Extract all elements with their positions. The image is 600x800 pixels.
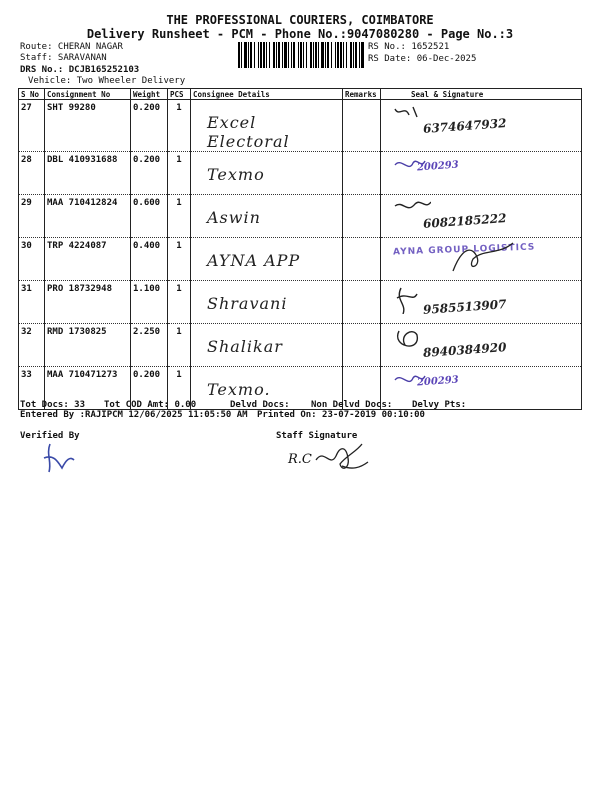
row-seal-signature [381, 195, 582, 238]
row-consignee-cell [191, 324, 343, 367]
row-weight: 0.600 [131, 195, 168, 238]
rs-number: RS No.: 1652521 [368, 42, 450, 52]
verified-by-label: Verified By [20, 431, 80, 441]
row-consignment-no: MAA 710412824 [45, 195, 131, 238]
staff-signature [282, 438, 382, 478]
row-consignee-handwritten: Excel Electoral [207, 113, 290, 151]
table-row [19, 281, 582, 324]
tot-docs: Tot Docs: 33 [20, 400, 86, 410]
entered-by: Entered By :RAJIPCM 12/06/2025 11:05:50 AM [20, 410, 248, 420]
col-seal-signature: Seal & Signature [381, 89, 582, 100]
table-row [19, 324, 582, 367]
row-consignee-handwritten: Shalikar [207, 337, 283, 356]
row-seal-signature [381, 281, 582, 324]
staff-signature-scribble [312, 438, 372, 478]
rs-date: RS Date: 06-Dec-2025 [368, 54, 477, 64]
row-consignee-handwritten: Aswin [207, 208, 261, 227]
printed-on: Printed On: 23-07-2019 00:10:00 [257, 410, 425, 420]
runsheet-subtitle: Delivery Runsheet - PCM - Phone No.:9047080280 - Page No.:3 [86, 27, 514, 41]
table-row [19, 238, 582, 281]
row-remarks [343, 152, 381, 195]
table-row [19, 367, 582, 410]
row-pcs: 1 [168, 100, 191, 152]
table-row [19, 152, 582, 195]
col-remarks: Remarks [343, 89, 381, 100]
runsheet-company-title: THE PROFESSIONAL COURIERS, COIMBATORE [166, 13, 434, 27]
row-seal-signature [381, 324, 582, 367]
row-consignee-cell [191, 195, 343, 238]
row-seal-signature [381, 100, 582, 152]
row-pcs: 1 [168, 152, 191, 195]
signature-phone-text: 6374647932 [422, 116, 507, 136]
col-weight: Weight [131, 89, 168, 100]
verified-signature [40, 440, 80, 476]
row-remarks [343, 238, 381, 281]
row-sno: 28 [19, 152, 45, 195]
stamp-signature-scribble [443, 241, 523, 277]
row-pcs: 1 [168, 281, 191, 324]
row-pcs: 1 [168, 195, 191, 238]
row-consignee-cell [191, 100, 343, 152]
row-remarks [343, 100, 381, 152]
vehicle-label: Vehicle: Two Wheeler Delivery [28, 76, 186, 86]
table-row [19, 195, 582, 238]
staff-label: Staff: SARAVANAN [20, 53, 107, 63]
row-consignment-no: TRP 4224087 [45, 238, 131, 281]
row-weight: 0.400 [131, 238, 168, 281]
row-consignment-no: DBL 410931688 [45, 152, 131, 195]
row-sno: 29 [19, 195, 45, 238]
row-consignment-no: PRO 18732948 [45, 281, 131, 324]
signature-phone-text: 9585513907 [422, 297, 507, 317]
signature-phone-text: 8940384920 [422, 340, 507, 360]
row-consignee-handwritten: AYNA APP [207, 251, 301, 270]
seal-stamp: AYNA GROUP LOGISTICS [392, 242, 536, 258]
row-pcs: 1 [168, 367, 191, 410]
col-pcs: PCS [168, 89, 191, 100]
signature-phone-text: 200293 [416, 159, 460, 174]
staff-signature-text: R.C [288, 452, 312, 467]
row-pcs: 1 [168, 238, 191, 281]
row-weight: 0.200 [131, 367, 168, 410]
row-consignee-cell [191, 281, 343, 324]
delvd-docs: Delvd Docs: [230, 400, 290, 410]
col-consignment: Consignment No [45, 89, 131, 100]
row-pcs: 1 [168, 324, 191, 367]
row-consignee-handwritten: Texmo [207, 165, 265, 184]
col-consignee: Consignee Details [191, 89, 343, 100]
row-sno: 32 [19, 324, 45, 367]
table-row [19, 100, 582, 152]
non-delvd-docs: Non Delvd Docs: [311, 400, 393, 410]
row-weight: 2.250 [131, 324, 168, 367]
row-remarks [343, 195, 381, 238]
col-sno: S No [19, 89, 45, 100]
table-header-row [19, 89, 582, 100]
signature-phone-text: 6082185222 [422, 211, 507, 231]
row-sno: 33 [19, 367, 45, 410]
row-consignment-no: RMD 1730825 [45, 324, 131, 367]
row-sno: 31 [19, 281, 45, 324]
row-remarks [343, 281, 381, 324]
row-sno: 30 [19, 238, 45, 281]
row-consignee-cell [191, 238, 343, 281]
row-seal-signature [381, 238, 582, 281]
barcode-image [238, 42, 364, 68]
runsheet-table [18, 88, 582, 410]
row-consignment-no: SHT 99280 [45, 100, 131, 152]
row-weight: 1.100 [131, 281, 168, 324]
row-consignee-handwritten: Shravani [207, 294, 288, 313]
drs-number: DRS No.: DCJB165252103 [20, 65, 140, 75]
staff-signature-label: Staff Signature [276, 431, 358, 441]
row-seal-signature [381, 152, 582, 195]
row-remarks [343, 324, 381, 367]
row-weight: 0.200 [131, 100, 168, 152]
row-weight: 0.200 [131, 152, 168, 195]
row-consignee-handwritten: Texmo. [207, 380, 271, 399]
delvy-pts: Delvy Pts: [412, 400, 467, 410]
row-seal-signature [381, 367, 582, 410]
row-sno: 27 [19, 100, 45, 152]
route-label: Route: CHERAN NAGAR [20, 42, 123, 52]
signature-phone-text: 200293 [416, 374, 460, 389]
row-consignment-no: MAA 710471273 [45, 367, 131, 410]
row-consignee-cell [191, 152, 343, 195]
tot-cod: Tot COD Amt: 0.00 [104, 400, 197, 410]
